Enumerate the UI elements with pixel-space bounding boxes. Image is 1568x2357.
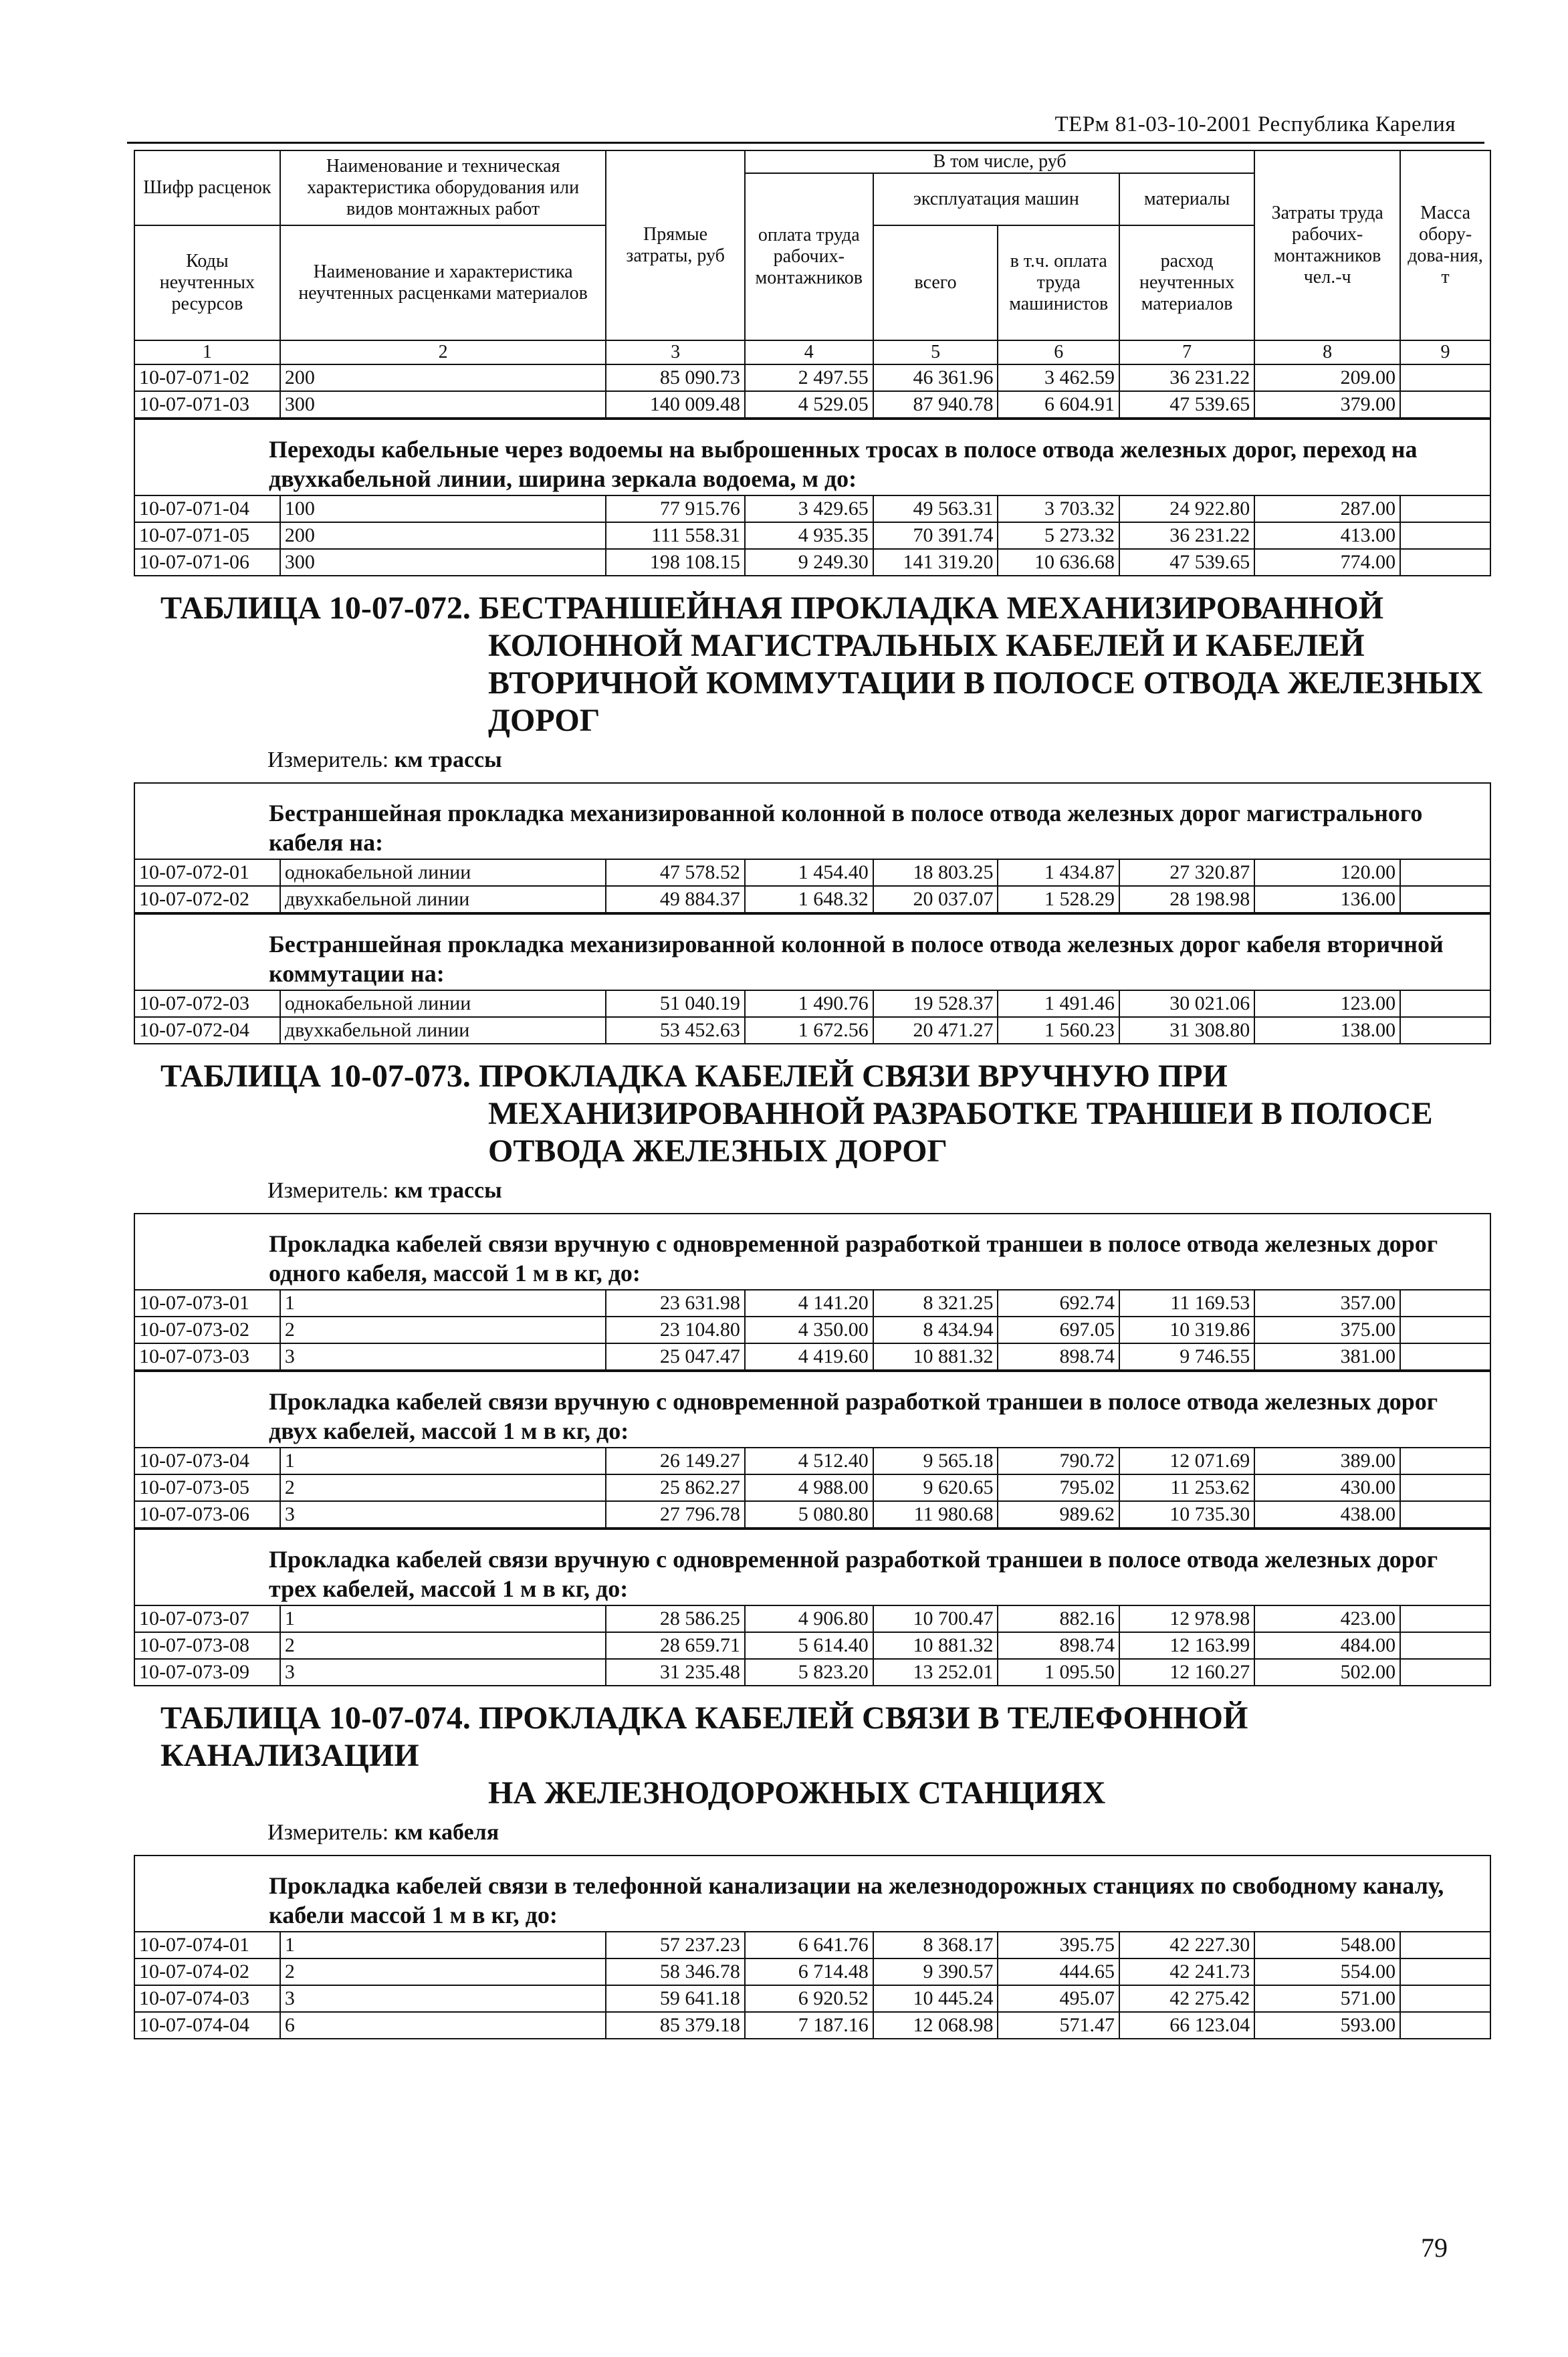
cell-code: 10-07-073-09: [134, 1659, 280, 1686]
cell-mach: 10 445.24: [873, 1985, 998, 2012]
cell-mat: 12 160.27: [1119, 1659, 1254, 1686]
cell-mass: [1400, 1659, 1490, 1686]
hdr-mach-total: всего: [873, 225, 998, 340]
cell-labor: 7 187.16: [745, 2012, 873, 2039]
cell-mat: 24 922.80: [1119, 495, 1254, 522]
cell-labor: 1 490.76: [745, 990, 873, 1017]
table-row: [134, 522, 1490, 549]
group-071-section: [134, 419, 1491, 495]
cell-name: 200: [280, 522, 606, 549]
table-074-title: ТАБЛИЦА 10-07-074. ПРОКЛАДКА КАБЕЛЕЙ СВЯЗИ В ТЕЛЕФОННОЙ КАНАЛИЗАЦИИ НА ЖЕЛЕЗНОДОРОЖНЫХ СТАНЦИЯХ: [160, 1700, 1248, 1811]
cell-mach: 8 368.17: [873, 1932, 998, 1958]
cell-hours: 389.00: [1254, 1448, 1400, 1474]
group-072-2-section: [134, 913, 1491, 990]
cell-mat: 10 319.86: [1119, 1317, 1254, 1343]
table-row: [134, 391, 1490, 418]
cell-mass: [1400, 1501, 1490, 1528]
cell-mass: [1400, 549, 1490, 576]
cell-labor: 1 648.32: [745, 886, 873, 913]
group-074-1-heading: Прокладка кабелей связи в телефонной канализации на железнодорожных станциях по свободному каналу, кабели массой 1 м в кг, до:: [269, 1872, 1444, 1928]
cell-mach: 49 563.31: [873, 495, 998, 522]
cell-direct: 198 108.15: [606, 549, 744, 576]
cell-hours: 381.00: [1254, 1343, 1400, 1370]
cell-code: 10-07-071-05: [134, 522, 280, 549]
cell-name: 1: [280, 1605, 606, 1632]
cell-direct: 28 659.71: [606, 1632, 744, 1659]
hdr-codes-unacc: Коды неучтенных ресурсов: [134, 225, 280, 340]
table-row: [134, 1501, 1490, 1528]
cell-labor: 9 249.30: [745, 549, 873, 576]
cell-direct: 25 047.47: [606, 1343, 744, 1370]
cell-mach-labor: 495.07: [998, 1985, 1119, 2012]
cell-mach: 10 881.32: [873, 1632, 998, 1659]
cell-mach-labor: 395.75: [998, 1932, 1119, 1958]
cell-mach-labor: 790.72: [998, 1448, 1119, 1474]
cell-mach: 8 321.25: [873, 1290, 998, 1317]
table-073-title: ТАБЛИЦА 10-07-073. ПРОКЛАДКА КАБЕЛЕЙ СВЯЗИ ВРУЧНУЮ ПРИ МЕХАНИЗИРОВАННОЙ РАЗРАБОТКЕ ТРАНШЕИ В ПОЛОСЕ ОТВОДА ЖЕЛЕЗНЫХ ДОРОГ: [160, 1058, 1433, 1169]
cell-code: 10-07-071-04: [134, 495, 280, 522]
cell-mach: 12 068.98: [873, 2012, 998, 2039]
cell-mat: 47 539.65: [1119, 549, 1254, 576]
cell-mach-labor: 898.74: [998, 1343, 1119, 1370]
col-number: 6: [998, 340, 1119, 364]
cell-name: 1: [280, 1932, 606, 1958]
cell-direct: 85 379.18: [606, 2012, 744, 2039]
table-073-3: [134, 1605, 1491, 1686]
cell-name: двухкабельной линии: [280, 886, 606, 913]
cell-hours: 548.00: [1254, 1932, 1400, 1958]
cell-hours: 438.00: [1254, 1501, 1400, 1528]
col-number: 4: [745, 340, 873, 364]
cell-code: 10-07-073-02: [134, 1317, 280, 1343]
table-071: [134, 495, 1491, 576]
cell-mass: [1400, 364, 1490, 391]
cell-labor: 4 141.20: [745, 1290, 873, 1317]
cell-code: 10-07-073-07: [134, 1605, 280, 1632]
table-073-measure: Измеритель: км трассы: [267, 1178, 502, 1203]
cell-mach: 10 700.47: [873, 1605, 998, 1632]
cell-hours: 554.00: [1254, 1958, 1400, 1985]
cell-hours: 209.00: [1254, 364, 1400, 391]
cell-code: 10-07-071-03: [134, 391, 280, 418]
cell-name: 300: [280, 391, 606, 418]
cell-mass: [1400, 1317, 1490, 1343]
cell-hours: 502.00: [1254, 1659, 1400, 1686]
table-072-2: [134, 990, 1491, 1044]
cell-mass: [1400, 1605, 1490, 1632]
table-row: [134, 1017, 1490, 1044]
cell-labor: 1 454.40: [745, 859, 873, 886]
top-rows: [134, 364, 1490, 418]
table-073-1: [134, 1289, 1491, 1371]
cell-code: 10-07-073-06: [134, 1501, 280, 1528]
col-number: 3: [606, 340, 744, 364]
cell-code: 10-07-071-06: [134, 549, 280, 576]
cell-mass: [1400, 495, 1490, 522]
table-row: [134, 2012, 1490, 2039]
table-row: [134, 364, 1490, 391]
cell-name: 200: [280, 364, 606, 391]
cell-labor: 4 512.40: [745, 1448, 873, 1474]
cell-mach: 10 881.32: [873, 1343, 998, 1370]
cell-mat: 12 163.99: [1119, 1632, 1254, 1659]
cell-name: 3: [280, 1985, 606, 2012]
cell-mach-labor: 692.74: [998, 1290, 1119, 1317]
cell-name: 3: [280, 1343, 606, 1370]
cell-mass: [1400, 1474, 1490, 1501]
cell-mach: 9 620.65: [873, 1474, 998, 1501]
cell-hours: 287.00: [1254, 495, 1400, 522]
table-row: [134, 549, 1490, 576]
cell-mach: 9 565.18: [873, 1448, 998, 1474]
group-072-1-section: [134, 782, 1491, 859]
table-073-2: [134, 1447, 1491, 1529]
cell-hours: 413.00: [1254, 522, 1400, 549]
group-073-3-heading: Прокладка кабелей связи вручную с одновременной разработкой траншеи в полосе отвода железных дорог трех кабелей, массой 1 м в кг, до:: [269, 1546, 1438, 1602]
running-header: ТЕРм 81-03-10-2001 Республика Карелия: [1054, 112, 1456, 136]
table-row: [134, 1958, 1490, 1985]
cell-mach-labor: 1 560.23: [998, 1017, 1119, 1044]
hdr-mat-unacc: расход неучтенных материалов: [1119, 225, 1254, 340]
cell-code: 10-07-072-04: [134, 1017, 280, 1044]
cell-direct: 140 009.48: [606, 391, 744, 418]
cell-mach-labor: 989.62: [998, 1501, 1119, 1528]
table-row: [134, 1290, 1490, 1317]
cell-code: 10-07-074-04: [134, 2012, 280, 2039]
cell-mat: 42 227.30: [1119, 1932, 1254, 1958]
cell-mach-labor: 697.05: [998, 1317, 1119, 1343]
col-number: 8: [1254, 340, 1400, 364]
cell-mach-labor: 3 462.59: [998, 364, 1119, 391]
cell-mach: 87 940.78: [873, 391, 998, 418]
cell-mach-labor: 6 604.91: [998, 391, 1119, 418]
cell-labor: 5 614.40: [745, 1632, 873, 1659]
cell-mat: 28 198.98: [1119, 886, 1254, 913]
cell-hours: 593.00: [1254, 2012, 1400, 2039]
group-072-2-heading: Бестраншейная прокладка механизированной колонной в полосе отвода железных дорог кабеля вторичной коммутации на:: [269, 931, 1444, 987]
cell-code: 10-07-074-03: [134, 1985, 280, 2012]
cell-mass: [1400, 1932, 1490, 1958]
hdr-mach-labor: в т.ч. оплата труда машинистов: [998, 225, 1119, 340]
hdr-name-materials: Наименование и характеристика неучтенных расценками материалов: [280, 225, 606, 340]
table-072-title: ТАБЛИЦА 10-07-072. БЕСТРАНШЕЙНАЯ ПРОКЛАДКА МЕХАНИЗИРОВАННОЙ КОЛОННОЙ МАГИСТРАЛЬНЫХ КАБЕЛЕЙ И КАБЕЛЕЙ ВТОРИЧНОЙ КОММУТАЦИИ В ПОЛОСЕ ОТВОДА ЖЕЛЕЗНЫХ ДОРОГ: [160, 590, 1483, 738]
hdr-direct: Прямые затраты, руб: [606, 150, 744, 340]
cell-hours: 430.00: [1254, 1474, 1400, 1501]
cell-labor: 4 906.80: [745, 1605, 873, 1632]
cell-name: 3: [280, 1659, 606, 1686]
col-number: 9: [1400, 340, 1490, 364]
table-row: [134, 495, 1490, 522]
cell-code: 10-07-074-02: [134, 1958, 280, 1985]
cell-mach-labor: 5 273.32: [998, 522, 1119, 549]
cell-hours: 123.00: [1254, 990, 1400, 1017]
table-row: [134, 859, 1490, 886]
cell-name: 2: [280, 1958, 606, 1985]
cell-mach: 20 037.07: [873, 886, 998, 913]
cell-mach-labor: 571.47: [998, 2012, 1119, 2039]
table-row: [134, 1605, 1490, 1632]
cell-direct: 23 631.98: [606, 1290, 744, 1317]
cell-mat: 9 746.55: [1119, 1343, 1254, 1370]
cell-mass: [1400, 1448, 1490, 1474]
hdr-machines: эксплуатация машин: [873, 173, 1119, 225]
cell-mat: 66 123.04: [1119, 2012, 1254, 2039]
cell-mach: 18 803.25: [873, 859, 998, 886]
cell-name: двухкабельной линии: [280, 1017, 606, 1044]
cell-direct: 77 915.76: [606, 495, 744, 522]
cell-name: однокабельной линии: [280, 859, 606, 886]
cell-direct: 26 149.27: [606, 1448, 744, 1474]
cell-labor: 6 641.76: [745, 1932, 873, 1958]
cell-name: 1: [280, 1290, 606, 1317]
cell-mat: 10 735.30: [1119, 1501, 1254, 1528]
table-row: [134, 1985, 1490, 2012]
cell-direct: 53 452.63: [606, 1017, 744, 1044]
cell-code: 10-07-073-03: [134, 1343, 280, 1370]
cell-mach-labor: 795.02: [998, 1474, 1119, 1501]
cell-mass: [1400, 522, 1490, 549]
cell-mass: [1400, 886, 1490, 913]
cell-mass: [1400, 1017, 1490, 1044]
cell-direct: 111 558.31: [606, 522, 744, 549]
main-content: [134, 150, 1491, 2039]
cell-direct: 27 796.78: [606, 1501, 744, 1528]
cell-mass: [1400, 1343, 1490, 1370]
cell-mass: [1400, 2012, 1490, 2039]
cell-hours: 379.00: [1254, 391, 1400, 418]
cell-name: 2: [280, 1474, 606, 1501]
cell-mat: 11 253.62: [1119, 1474, 1254, 1501]
cell-mass: [1400, 1958, 1490, 1985]
cell-direct: 49 884.37: [606, 886, 744, 913]
cell-hours: 136.00: [1254, 886, 1400, 913]
cell-mach: 9 390.57: [873, 1958, 998, 1985]
col-number: 1: [134, 340, 280, 364]
cell-mach-labor: 1 528.29: [998, 886, 1119, 913]
cell-code: 10-07-072-02: [134, 886, 280, 913]
cell-hours: 357.00: [1254, 1290, 1400, 1317]
cell-direct: 28 586.25: [606, 1605, 744, 1632]
cell-direct: 57 237.23: [606, 1932, 744, 1958]
cell-mach: 8 434.94: [873, 1317, 998, 1343]
cell-labor: 6 714.48: [745, 1958, 873, 1985]
cell-labor: 4 529.05: [745, 391, 873, 418]
cell-hours: 774.00: [1254, 549, 1400, 576]
cell-mat: 31 308.80: [1119, 1017, 1254, 1044]
cell-hours: 423.00: [1254, 1605, 1400, 1632]
cell-direct: 23 104.80: [606, 1317, 744, 1343]
table-row: [134, 1932, 1490, 1958]
cell-labor: 1 672.56: [745, 1017, 873, 1044]
cell-direct: 31 235.48: [606, 1659, 744, 1686]
cell-labor: 4 350.00: [745, 1317, 873, 1343]
cell-mat: 12 071.69: [1119, 1448, 1254, 1474]
cell-direct: 47 578.52: [606, 859, 744, 886]
col-number: 7: [1119, 340, 1254, 364]
cell-mat: 36 231.22: [1119, 522, 1254, 549]
group-071-heading: Переходы кабельные через водоемы на выброшенных тросах в полосе отвода железных дорог, переход на двухкабельной линии, ширина зеркала водоема, м до:: [269, 436, 1418, 492]
cell-direct: 25 862.27: [606, 1474, 744, 1501]
cell-name: однокабельной линии: [280, 990, 606, 1017]
cell-mach: 70 391.74: [873, 522, 998, 549]
cell-labor: 4 419.60: [745, 1343, 873, 1370]
group-073-1-section: [134, 1213, 1491, 1289]
cell-mach: 13 252.01: [873, 1659, 998, 1686]
table-row: [134, 1448, 1490, 1474]
cell-mach-labor: 1 434.87: [998, 859, 1119, 886]
group-074-1-section: [134, 1855, 1491, 1931]
table-row: [134, 1474, 1490, 1501]
cell-mass: [1400, 1985, 1490, 2012]
header-rule: [127, 142, 1484, 144]
group-073-2-heading: Прокладка кабелей связи вручную с одновременной разработкой траншеи в полосе отвода железных дорог двух кабелей, массой 1 м в кг, до:: [269, 1388, 1438, 1444]
cell-code: 10-07-071-02: [134, 364, 280, 391]
cell-code: 10-07-074-01: [134, 1932, 280, 1958]
cell-name: 2: [280, 1632, 606, 1659]
cell-code: 10-07-073-01: [134, 1290, 280, 1317]
cell-name: 300: [280, 549, 606, 576]
table-row: [134, 990, 1490, 1017]
cell-direct: 85 090.73: [606, 364, 744, 391]
cell-mach-labor: 882.16: [998, 1605, 1119, 1632]
cell-mach-labor: 1 095.50: [998, 1659, 1119, 1686]
group-072-1-heading: Бестраншейная прокладка механизированной колонной в полосе отвода железных дорог магистрального кабеля на:: [269, 800, 1423, 856]
page-number: 79: [1421, 2233, 1448, 2263]
cell-mach: 19 528.37: [873, 990, 998, 1017]
hdr-materials: материалы: [1119, 173, 1254, 225]
hdr-labor-costs: Затраты труда рабочих-монтажников чел.-ч: [1254, 150, 1400, 340]
cell-mach-labor: 444.65: [998, 1958, 1119, 1985]
cell-mat: 12 978.98: [1119, 1605, 1254, 1632]
table-072-measure: Измеритель: км трассы: [267, 748, 502, 772]
hdr-including: В том числе, руб: [745, 150, 1254, 173]
cell-mach: 20 471.27: [873, 1017, 998, 1044]
cell-labor: 5 823.20: [745, 1659, 873, 1686]
cell-name: 100: [280, 495, 606, 522]
group-073-1-heading: Прокладка кабелей связи вручную с одновременной разработкой траншеи в полосе отвода железных дорог одного кабеля, массой 1 м в кг, до:: [269, 1230, 1438, 1286]
col-number: 2: [280, 340, 606, 364]
table-row: [134, 1659, 1490, 1686]
table-row: [134, 1632, 1490, 1659]
cell-direct: 51 040.19: [606, 990, 744, 1017]
cell-code: 10-07-073-05: [134, 1474, 280, 1501]
column-numbers-row: [134, 340, 1490, 364]
table-row: [134, 886, 1490, 913]
table-row: [134, 1317, 1490, 1343]
cell-code: 10-07-073-08: [134, 1632, 280, 1659]
cell-labor: 3 429.65: [745, 495, 873, 522]
cell-mass: [1400, 990, 1490, 1017]
cell-name: 1: [280, 1448, 606, 1474]
cell-code: 10-07-072-03: [134, 990, 280, 1017]
hdr-code: Шифр расценок: [134, 150, 280, 225]
cell-code: 10-07-072-01: [134, 859, 280, 886]
hdr-mass: Масса обору-дова-ния, т: [1400, 150, 1490, 340]
cell-labor: 4 935.35: [745, 522, 873, 549]
cell-name: 3: [280, 1501, 606, 1528]
col-number: 5: [873, 340, 998, 364]
table-072-1: [134, 859, 1491, 913]
cell-labor: 4 988.00: [745, 1474, 873, 1501]
cell-mach: 11 980.68: [873, 1501, 998, 1528]
cell-mass: [1400, 1290, 1490, 1317]
cell-mach: 46 361.96: [873, 364, 998, 391]
cell-labor: 5 080.80: [745, 1501, 873, 1528]
cell-hours: 484.00: [1254, 1632, 1400, 1659]
cell-labor: 6 920.52: [745, 1985, 873, 2012]
group-073-2-section: [134, 1371, 1491, 1447]
hdr-labor-pay: оплата труда рабочих-монтажников: [745, 173, 873, 340]
cell-name: 6: [280, 2012, 606, 2039]
cell-mat: 36 231.22: [1119, 364, 1254, 391]
cell-mat: 27 320.87: [1119, 859, 1254, 886]
table-row: [134, 1343, 1490, 1370]
cell-mach: 141 319.20: [873, 549, 998, 576]
cell-mat: 42 241.73: [1119, 1958, 1254, 1985]
cell-mat: 47 539.65: [1119, 391, 1254, 418]
cell-direct: 58 346.78: [606, 1958, 744, 1985]
cell-code: 10-07-073-04: [134, 1448, 280, 1474]
cell-hours: 571.00: [1254, 1985, 1400, 2012]
cell-labor: 2 497.55: [745, 364, 873, 391]
hdr-name: Наименование и техническая характеристика оборудования или видов монтажных работ: [280, 150, 606, 225]
cell-mass: [1400, 859, 1490, 886]
cell-mach-labor: 10 636.68: [998, 549, 1119, 576]
cell-mass: [1400, 1632, 1490, 1659]
cell-mach-labor: 3 703.32: [998, 495, 1119, 522]
cell-name: 2: [280, 1317, 606, 1343]
cell-mach-labor: 898.74: [998, 1632, 1119, 1659]
cell-mat: 30 021.06: [1119, 990, 1254, 1017]
table-074-measure: Измеритель: км кабеля: [267, 1820, 499, 1845]
cell-mass: [1400, 391, 1490, 418]
cell-hours: 138.00: [1254, 1017, 1400, 1044]
cell-mach-labor: 1 491.46: [998, 990, 1119, 1017]
header-table: [134, 150, 1491, 419]
cell-hours: 120.00: [1254, 859, 1400, 886]
cell-mat: 11 169.53: [1119, 1290, 1254, 1317]
cell-mat: 42 275.42: [1119, 1985, 1254, 2012]
table-074-1: [134, 1931, 1491, 2039]
cell-hours: 375.00: [1254, 1317, 1400, 1343]
cell-direct: 59 641.18: [606, 1985, 744, 2012]
group-073-3-section: [134, 1529, 1491, 1605]
